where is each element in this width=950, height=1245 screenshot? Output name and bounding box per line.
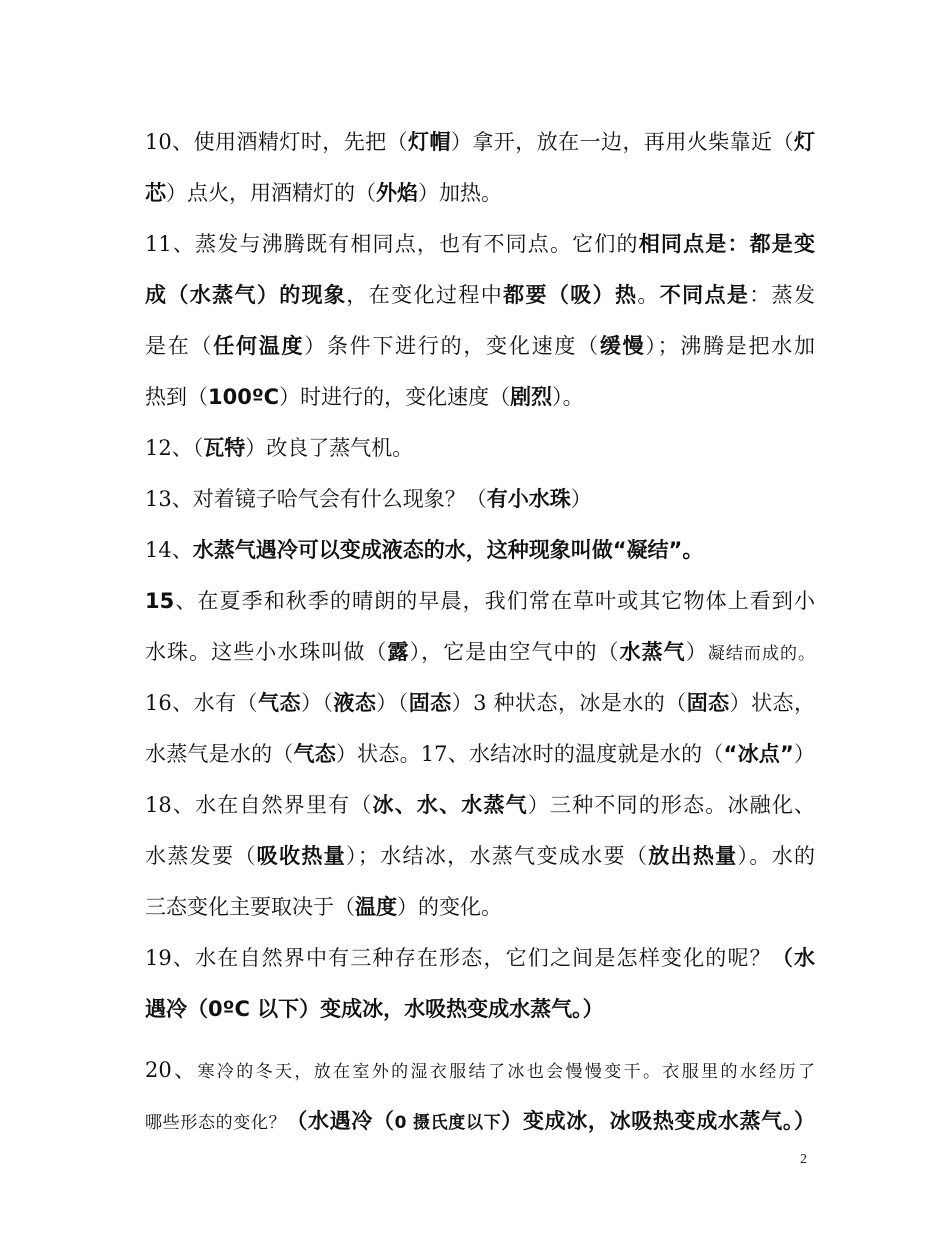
question-text: 13、对着镜子哈气会有什么现象？（ <box>145 487 487 511</box>
answer-text: 成（水蒸气）的现象 <box>145 283 347 307</box>
text-line <box>145 321 815 372</box>
question-text: 水蒸气是水的（ <box>145 742 294 766</box>
question-text: ） <box>793 742 816 766</box>
text-line <box>145 423 815 474</box>
answer-text: 瓦特 <box>203 436 246 460</box>
answer-text: 气态 <box>258 691 301 715</box>
question-text: ）三种不同的形态。冰融化、 <box>527 793 816 817</box>
question-text: ，在变化过程中 <box>346 283 504 307</box>
answer-text: 缓慢 <box>599 334 646 358</box>
question-text: 14、 <box>145 538 193 562</box>
text-line <box>145 576 815 627</box>
question-text: ）的变化。 <box>397 895 502 919</box>
question-text: ） <box>570 487 592 511</box>
answer-text: 吸收热量 <box>256 844 347 868</box>
text-line <box>145 678 815 729</box>
answer-text: （水 <box>771 946 815 970</box>
answer-text: 芯 <box>145 181 166 205</box>
question-text: ）拿开，放在一边，再用火柴靠近（ <box>450 130 794 154</box>
text-line <box>145 984 815 1035</box>
question-text: 水珠。这些小水珠叫做（ <box>145 640 388 664</box>
answer-text: 遇冷（0ºC 以下）变成冰，水吸热变成水蒸气。） <box>145 997 604 1021</box>
answer-text: 冰、水、水蒸气 <box>372 793 528 817</box>
question-text: 20、 <box>145 1058 198 1082</box>
question-text: ）改良了蒸气机。 <box>245 436 414 460</box>
question-text: 19、水在自然界中有三种存在形态，它们之间是怎样变化的呢？ <box>145 946 772 970</box>
question-text: 11、蒸发与沸腾既有相同点，也有不同点。它们的 <box>145 232 639 256</box>
answer-text: 放出热量 <box>648 844 738 868</box>
question-text: 寒冷的冬天，放在室外的湿衣服结了冰也会慢慢变干。衣服里的水经历了 <box>197 1062 815 1082</box>
answer-text: 露 <box>387 640 410 664</box>
answer-text: （水遇冷（ <box>286 1109 395 1133</box>
text-line <box>145 168 815 219</box>
text-line <box>145 372 815 423</box>
answer-text: 都要（吸）热 <box>503 283 638 307</box>
question-text: ）。 <box>552 385 584 409</box>
question-text: 16、水有（ <box>145 691 259 715</box>
question-text: ）状态， <box>729 691 816 715</box>
text-line <box>145 780 815 831</box>
question-text: 热到（ <box>145 385 208 409</box>
answer-text: ）变成冰，冰吸热变成水蒸气。） <box>501 1109 816 1133</box>
question-text: ）时进行的，变化速度（ <box>279 385 511 409</box>
answer-text: “冰点” <box>723 742 794 766</box>
question-text: ），它是由空气中的（ <box>409 640 620 664</box>
question-text: ）加热。 <box>418 181 502 205</box>
answer-text: 气态 <box>293 742 336 766</box>
answer-text: 100ºC <box>208 385 280 409</box>
question-text: 10、使用酒精灯时，先把（ <box>145 130 409 154</box>
question-text: ） <box>685 640 708 664</box>
text-line <box>145 729 815 780</box>
question-text: 三态变化主要取决于（ <box>145 895 355 919</box>
text-line <box>145 270 815 321</box>
answer-text: 灯 <box>794 130 815 154</box>
question-text: ）（ <box>376 691 409 715</box>
text-line <box>145 627 815 678</box>
question-text: ）（ <box>300 691 334 715</box>
answer-text: 固态 <box>408 691 452 715</box>
question-text: 哪些形态的变化？ <box>145 1113 287 1133</box>
answer-text: 外焰 <box>376 181 418 205</box>
document-body <box>145 117 815 1147</box>
answer-text: 0 摄氏度以下 <box>394 1113 502 1133</box>
answer-text: 温度 <box>355 895 397 919</box>
question-text: 凝结而成的。 <box>707 644 816 664</box>
answer-text: 任何温度 <box>213 334 305 358</box>
text-line <box>145 1045 815 1096</box>
text-line <box>145 219 815 270</box>
question-text: ）；沸腾是把水加 <box>645 334 816 358</box>
question-text: 。 <box>637 283 660 307</box>
question-text: 、在夏季和秋季的晴朗的早晨，我们常在草叶或其它物体上看到小 <box>174 589 815 613</box>
answer-text: 水蒸气遇冷可以变成液态的水，这种现象叫做“凝结”。 <box>192 538 704 562</box>
answer-text: 相同点是：都是变 <box>638 232 815 256</box>
text-line <box>145 474 815 525</box>
page-number: 2 <box>800 1152 807 1167</box>
answer-text: 水蒸气 <box>619 640 686 664</box>
text-line <box>145 525 815 576</box>
question-text: ）。水的 <box>737 844 816 868</box>
question-text: ）3 种状态，冰是水的（ <box>451 691 687 715</box>
answer-text: 不同点是 <box>659 283 750 307</box>
question-text: ）点火，用酒精灯的（ <box>166 181 376 205</box>
answer-text: 剧烈 <box>510 385 553 409</box>
question-text: 18、水在自然界里有（ <box>145 793 373 817</box>
question-text: ）条件下进行的，变化速度（ <box>304 334 600 358</box>
answer-text: 15 <box>145 589 175 613</box>
text-line <box>145 882 815 933</box>
answer-text: 有小水珠 <box>486 487 571 511</box>
text-line <box>145 117 815 168</box>
question-text: 是在（ <box>145 334 214 358</box>
question-text: ：蒸发 <box>749 283 816 307</box>
answer-text: 液态 <box>333 691 377 715</box>
text-line <box>145 831 815 882</box>
question-text: ）；水结冰，水蒸气变成水要（ <box>346 844 649 868</box>
text-line <box>145 933 815 984</box>
question-text: ）状态。17、水结冰时的温度就是水的（ <box>335 742 724 766</box>
answer-text: 灯帽 <box>408 130 451 154</box>
question-text: 12、（ <box>145 436 204 460</box>
question-text: 水蒸发要（ <box>145 844 257 868</box>
answer-text: 固态 <box>686 691 730 715</box>
text-line <box>145 1096 815 1147</box>
